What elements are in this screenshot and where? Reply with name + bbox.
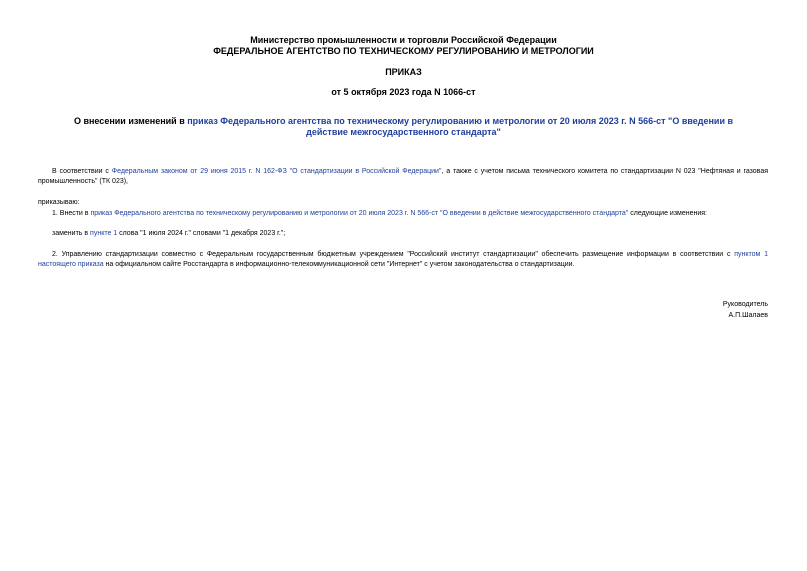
item-2-text-end: на официальном сайте Росстандарта в информационно-телекоммуникационной сети "Интернет" с учетом законодательства о стандартизации. <box>103 261 575 268</box>
clause-1-link[interactable]: пункте 1 <box>90 230 118 237</box>
preamble-text-start: В соответствии с <box>52 168 112 175</box>
item-1-paragraph <box>38 209 768 219</box>
change-text-end: слова "1 июля 2024 г." словами "1 декабря 2023 г."; <box>117 230 286 237</box>
item-2-text-start: 2. Управлению стандартизации совместно с Федеральным государственным бюджетным учреждением "Российский институт стандартизации" обеспечить размещение информации в соответствии с <box>52 251 735 258</box>
ministry-name: Министерство промышленности и торговли Российской Федерации <box>250 35 557 45</box>
item-2-paragraph <box>38 250 768 270</box>
change-paragraph <box>38 229 768 239</box>
subject-prefix: О внесении изменений в <box>73 116 188 126</box>
signature-position: Руководитель <box>722 301 768 308</box>
item-1-order-link[interactable]: приказ Федерального агентства по техническому регулированию и метрологии от 20 июля 2023 г. N 566-ст "О введении в действие межгосударственного стандарта" <box>90 210 629 217</box>
document-subject <box>60 116 747 138</box>
change-text-start: заменить в <box>52 230 91 237</box>
item-1-reference-link[interactable]: пунктом 1 настоящего приказа <box>38 251 769 268</box>
subject-order-link[interactable]: приказ Федерального агентства по техническому регулированию и метрологии от 20 июля 2023 г. N 566-ст "О введении в действие межгосударственного стандарта" <box>187 116 734 137</box>
federal-law-link[interactable]: Федеральным законом от 29 июня 2015 г. N 162-ФЗ "О стандартизации в Российской Федерации" <box>111 168 442 175</box>
item-1-text-end: следующие изменения: <box>628 210 708 217</box>
preamble-text-end: , а также с учетом письма технического комитета по стандартизации N 023 "Нефтяная и газовая промышленность" (ТК 023), <box>38 168 769 185</box>
document-type: ПРИКАЗ <box>385 67 422 77</box>
document-date: от 5 октября 2023 года N 1066-ст <box>331 87 476 97</box>
agency-name: ФЕДЕРАЛЬНОЕ АГЕНТСТВО ПО ТЕХНИЧЕСКОМУ РЕГУЛИРОВАНИЮ И МЕТРОЛОГИИ <box>213 46 594 56</box>
signature-name: А.П.Шалаев <box>728 312 768 319</box>
item-1-text-start: 1. Внести в <box>52 210 91 217</box>
order-word: приказываю: <box>38 199 80 206</box>
preamble-paragraph <box>38 167 768 187</box>
